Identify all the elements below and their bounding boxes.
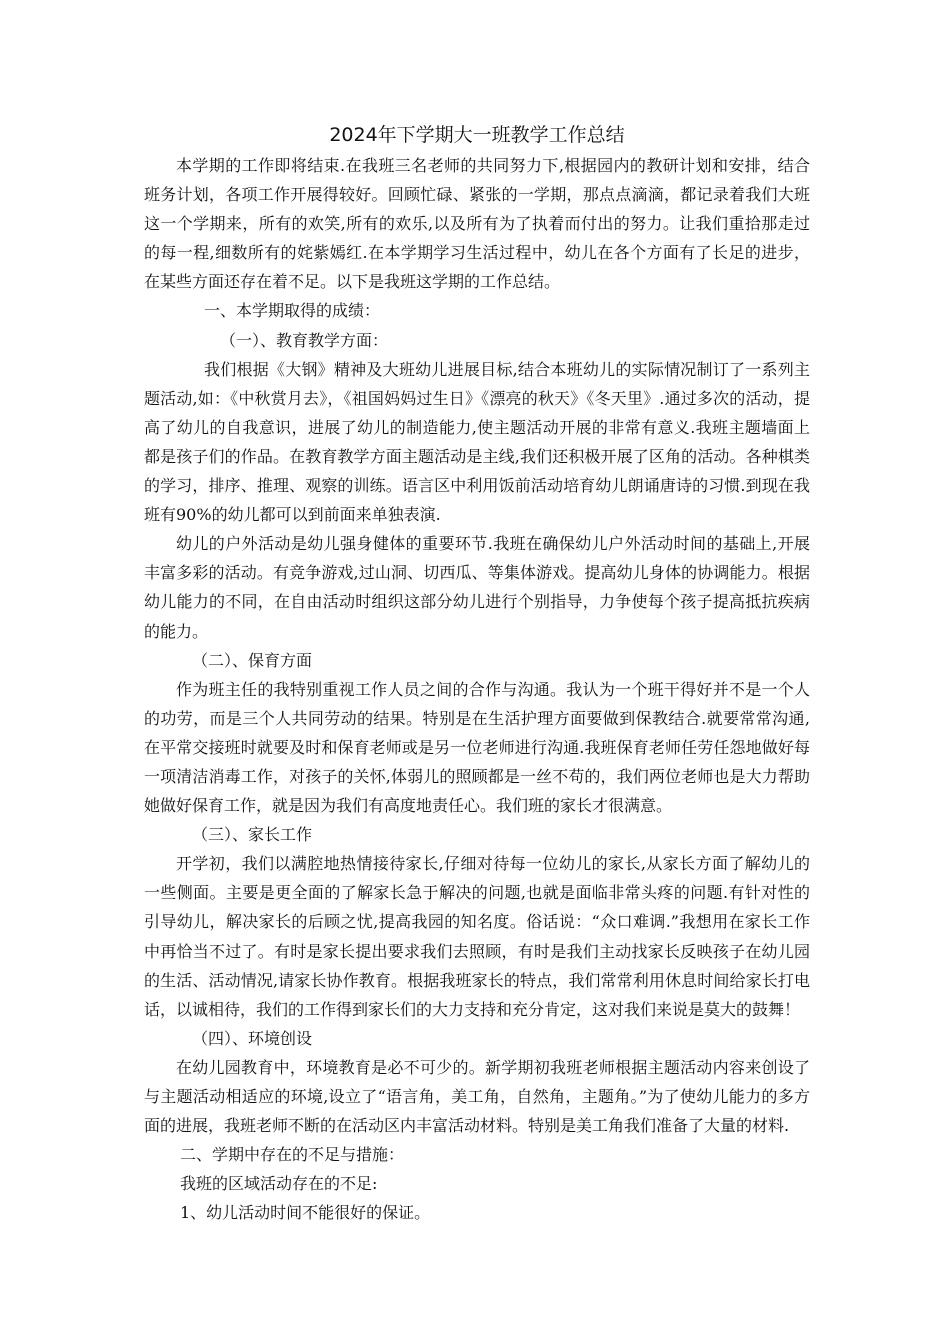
subsection3-heading: （三）、家长工作 — [192, 825, 313, 845]
subsection4-heading: （四）、环境创设 — [192, 1028, 313, 1048]
subsection2-paragraph: 作为班主任的我特别重视工作人员之间的合作与沟通。我认为一个班干得好并不是一个人的功劳，而是三个人共同劳动的结果。特别是在生活护理方面要做到保教结合.就要常常沟通,在平常交接班时就要及时和保育老师或是另一位老师进行沟通.我班保育老师任劳任怨地做好每一项清洁消毒工作，对孩子的关怀,体弱儿的照顾都是一丝不苟的，我们两位老师也是大力帮助她做好保育工作，就是因为我们有高度地责任心。我们班的家长才很满意。 — [144, 679, 810, 816]
document-body — [144, 120, 810, 1227]
subsection1-paragraph-1: 我们根据《大钢》精神及大班幼儿进展目标,结合本班幼儿的实际情况制订了一系列主题活动,如：《中秋赏月去》，《祖国妈妈过生日》《漂亮的秋天》《冬天里》.通过多次的活动，提高了幼儿的自我意识，进展了幼儿的制造能力,使主题活动开展的非常有意义.我班主题墙面上都是孩子们的作品。在教育教学方面主题活动是主线,我们还积极开展了区角的活动。各种棋类的学习，排序、推理、观察的训练。语言区中利用饭前活动培育幼儿朗诵唐诗的习惯.到现在我班有90%的幼儿都可以到前面来单独表演. — [144, 359, 810, 525]
section2-line-1: 我班的区域活动存在的不足: — [180, 1174, 378, 1194]
subsection1-heading: （一）、教育教学方面： — [220, 330, 389, 350]
subsection2-heading: （二）、保育方面 — [192, 650, 313, 670]
intro-paragraph: 本学期的工作即将结束.在我班三名老师的共同努力下,根据园内的教研计划和安排，结合班务计划，各项工作开展得较好。回顾忙碌、紧张的一学期，那点点滴滴，都记录着我们大班这一个学期来，所有的欢笑,所有的欢乐,以及所有为了执着而付出的努力。让我们重拾那走过的每一程,细数所有的姹紫嫣红.在本学期学习生活过程中，幼儿在各个方面有了长足的进步，在某些方面还存在着不足。以下是我班这学期的工作总结。 — [144, 156, 810, 292]
subsection3-paragraph: 开学初，我们以满腔地热情接待家长,仔细对待每一位幼儿的家长,从家长方面了解幼儿的一些侧面。主要是更全面的了解家长急于解决的问题,也就是面临非常头疼的问题.有针对性的引导幼儿，解决家长的后顾之忧,提高我园的知名度。俗话说：“众口难调.”我想用在家长工作中再恰当不过了。有时是家长提出要求我们去照顾，有时是我们主动找家长反映孩子在幼儿园的生活、活动情况,请家长协作教育。根据我班家长的特点，我们常常利用休息时间给家长打电话，以诚相待，我们的工作得到家长们的大力支持和充分肯定，这对我们来说是莫大的鼓舞！ — [144, 854, 810, 1019]
subsection1-paragraph-2: 幼儿的户外活动是幼儿强身健体的重要环节.我班在确保幼儿户外活动时间的基础上,开展丰富多彩的活动。有竞争游戏,过山洞、切西瓜、等集体游戏。提高幼儿身体的协调能力。根据幼儿能力的不同，在自由活动时组织这部分幼儿进行个别指导，力争使每个孩子提高抵抗疾病的能力。 — [144, 534, 810, 641]
section2-line-2: 1、幼儿活动时间不能很好的保证。 — [180, 1203, 431, 1223]
section1-heading: 一、本学期取得的成绩： — [204, 301, 381, 321]
section2-heading: 二、学期中存在的不足与措施： — [180, 1145, 405, 1165]
document-title: 2024年下学期大一班教学工作总结 — [329, 124, 625, 146]
subsection4-paragraph: 在幼儿园教育中，环境教育是必不可少的。新学期初我班老师根据主题活动内容来创设了与主题活动相适应的环境,设立了“语言角，美工角，自然角，主题角。”为了使幼儿能力的多方面的进展，我班老师不断的在活动区内丰富活动材料。特别是美工角我们准备了大量的材料. — [144, 1057, 810, 1136]
